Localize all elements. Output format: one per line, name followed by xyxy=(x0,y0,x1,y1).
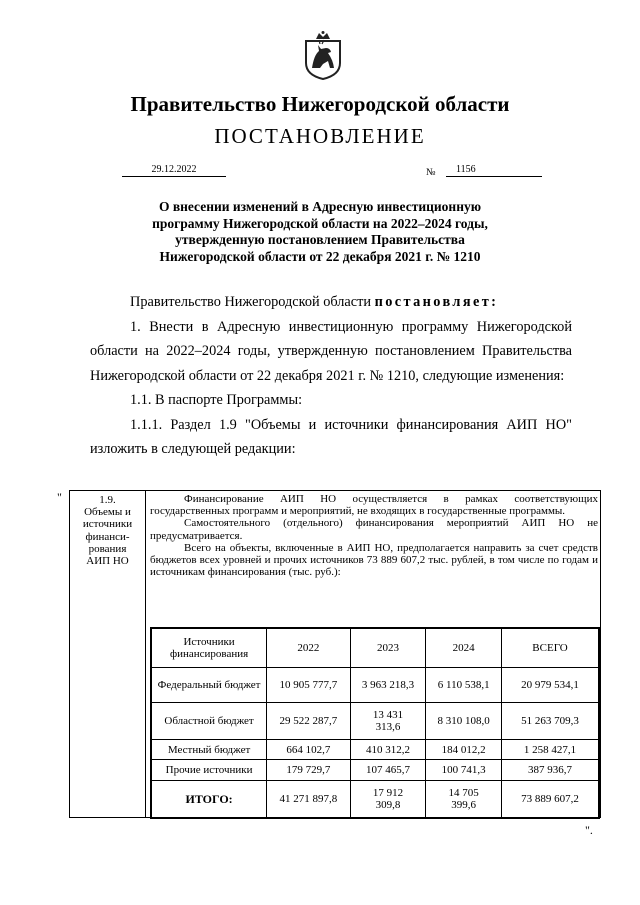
document-heading xyxy=(100,199,540,265)
table-total-row xyxy=(151,781,599,819)
intro-paragraph xyxy=(90,290,572,315)
heading-line: программу Нижегородской области на 2022–2024 годы, xyxy=(152,215,488,231)
section-table xyxy=(69,490,601,818)
section-label-line: Объемы и xyxy=(84,506,131,519)
header-cell: 2022 xyxy=(267,628,350,668)
government-name: Правительство Нижегородской области xyxy=(130,92,510,116)
header-cell: ВСЕГО xyxy=(502,628,599,668)
section-paragraph-1: Финансирование АИП НО осуществляется в рамках соответствующих государственных программ и мероприятий, не входящих в государственные программы. xyxy=(150,493,598,518)
table-row xyxy=(151,740,599,760)
intro-text: Правительство Нижегородской области xyxy=(130,294,371,310)
cell-value: 100 741,3 xyxy=(426,760,502,781)
financing-table xyxy=(150,627,600,819)
cell-value: 387 936,7 xyxy=(502,760,599,781)
cell-value: 13 431 313,6 xyxy=(350,703,426,740)
section-label-line: АИП НО xyxy=(86,555,129,568)
cell-value: 107 465,7 xyxy=(350,760,426,781)
heading-line: Нижегородской области от 22 декабря 2021 г. № 1210 xyxy=(159,248,481,264)
total-value: 17 912 309,8 xyxy=(350,781,426,819)
opening-quote: " xyxy=(57,490,62,504)
cell-value: 29 522 287,7 xyxy=(267,703,350,740)
heading-line: утвержденную постановлением Правительства xyxy=(175,232,465,247)
row-label: Прочие источники xyxy=(151,760,267,781)
paragraph-1-1: 1.1. В паспорте Программы: xyxy=(130,392,303,408)
total-value: 73 889 607,2 xyxy=(502,781,599,819)
cell-value: 20 979 534,1 xyxy=(502,668,599,703)
row-label: Федеральный бюджет xyxy=(151,668,267,703)
section-label-line: рования xyxy=(88,542,127,555)
document-type: ПОСТАНОВЛЕНИЕ xyxy=(214,124,426,148)
document-date: 29.12.2022 xyxy=(122,164,226,177)
heading-line: О внесении изменений в Адресную инвестиционную xyxy=(158,199,482,214)
table-row xyxy=(151,668,599,703)
cell-value: 410 312,2 xyxy=(350,740,426,760)
cell-value: 1 258 427,1 xyxy=(502,740,599,760)
number-sign: № xyxy=(426,167,436,178)
cell-value: 8 310 108,0 xyxy=(426,703,502,740)
paragraph-1-1-1: 1.1.1. Раздел 1.9 "Объемы и источники финансирования АИП НО" xyxy=(130,416,572,433)
section-label-line: источники xyxy=(82,518,133,531)
table-row xyxy=(151,703,599,740)
document-body xyxy=(90,290,572,462)
table-row xyxy=(151,760,599,781)
cell-value: 6 110 538,1 xyxy=(426,668,502,703)
total-label: ИТОГО: xyxy=(151,781,267,819)
coat-of-arms-icon xyxy=(303,30,343,80)
section-paragraph-2: Самостоятельного (отдельного) финансирования мероприятий АИП НО не предусматривается. xyxy=(150,517,598,542)
cell-value: 51 263 709,3 xyxy=(502,703,599,740)
paragraph-1: 1. Внести в Адресную инвестиционную программу Нижегородской области на 2022–2024 годы, утвержденную постановлением Правительства Нижегородской области от 22 декабря 2021 г. № 1210, следующие изменения: xyxy=(90,318,572,384)
cell-value: 10 905 777,7 xyxy=(267,668,350,703)
cell-value: 184 012,2 xyxy=(426,740,502,760)
header-cell: Источники финансирования xyxy=(151,628,267,668)
section-label-line: 1.9. xyxy=(99,494,116,506)
total-value: 41 271 897,8 xyxy=(267,781,350,819)
section-label xyxy=(70,491,146,817)
header-cell: 2023 xyxy=(350,628,426,668)
document-number: 1156 xyxy=(446,164,542,177)
intro-verb: постановляет: xyxy=(374,294,499,310)
section-paragraph-3: Всего на объекты, включенные в АИП НО, предполагается направить за счет средств бюджетов всех уровней и прочих источников 73 889 607,2 тыс. рублей, в том числе по годам и источникам финансирования (тыс. руб.): xyxy=(150,541,598,579)
cell-value: 179 729,7 xyxy=(267,760,350,781)
cell-value: 664 102,7 xyxy=(267,740,350,760)
total-value: 14 705 399,6 xyxy=(426,781,502,819)
paragraph-redaction: изложить в следующей редакции: xyxy=(90,441,296,457)
row-label: Местный бюджет xyxy=(151,740,267,760)
table-header-row xyxy=(151,628,599,668)
cell-value: 3 963 218,3 xyxy=(350,668,426,703)
section-label-line: финанси- xyxy=(85,530,130,543)
row-label: Областной бюджет xyxy=(151,703,267,740)
closing-quote: ". xyxy=(585,823,593,837)
header-cell: 2024 xyxy=(426,628,502,668)
section-content xyxy=(150,493,598,578)
